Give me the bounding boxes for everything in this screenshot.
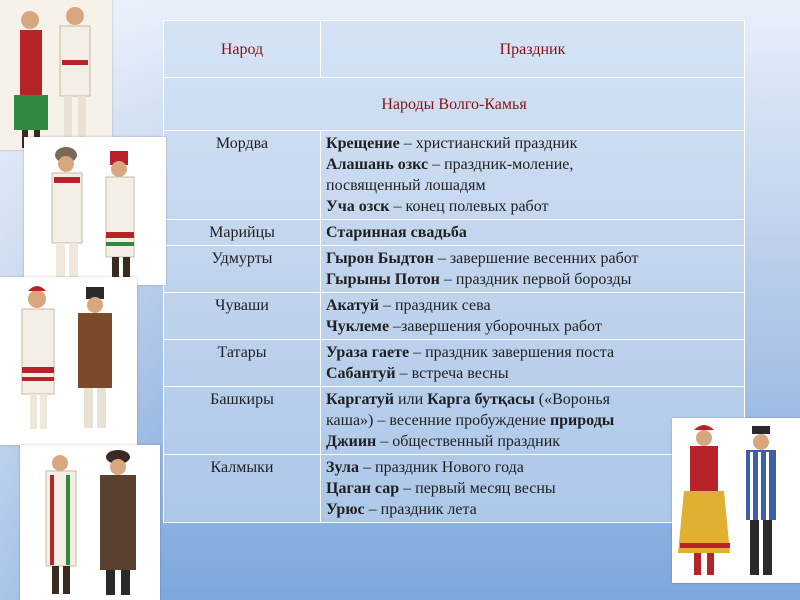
holiday-description: – конец полевых работ: [389, 198, 549, 215]
costume-figures-illustration: [0, 277, 137, 445]
holiday-cell: [321, 246, 745, 293]
people-cell: Татары: [164, 340, 321, 387]
costume-figures-illustration: [24, 137, 166, 285]
holidays-table: [163, 20, 745, 523]
holiday-description: – праздник Нового года: [359, 459, 524, 476]
holiday-description: («Воронья: [534, 391, 610, 408]
holiday-description: посвященный лошадям: [326, 177, 486, 194]
people-cell: Калмыки: [164, 455, 321, 523]
people-cell: Башкиры: [164, 387, 321, 455]
holiday-description: – встреча весны: [395, 365, 509, 382]
holiday-cell: [321, 293, 745, 340]
holiday-line: [326, 295, 739, 316]
holiday-name: Джиин: [326, 433, 377, 450]
holiday-line: [326, 196, 739, 217]
table-row: [164, 455, 745, 523]
holiday-line: [326, 154, 739, 175]
table-header-row: [164, 21, 745, 78]
holiday-name: Сабантуй: [326, 365, 396, 382]
holiday-name: Старинная свадьба: [326, 224, 467, 241]
costume-photo-tatar: [672, 418, 800, 583]
holiday-description: каша») – весенние пробуждение: [326, 412, 550, 429]
holiday-description: – праздник первой борозды: [439, 271, 632, 288]
holiday-cell: [321, 131, 745, 220]
holiday-description: – христианский праздник: [399, 135, 578, 152]
holiday-line: [326, 269, 739, 290]
holiday-name: Гырон Быдтон: [326, 250, 434, 267]
holiday-description: или: [394, 391, 428, 408]
header-holiday: Праздник: [321, 21, 745, 78]
holiday-description: –завершения уборочных работ: [389, 318, 602, 335]
holiday-line: [326, 389, 739, 410]
holiday-name: природы: [549, 412, 615, 429]
holiday-name: Цаган сар: [326, 480, 400, 497]
people-cell: Марийцы: [164, 220, 321, 246]
holiday-line: [326, 248, 739, 269]
holiday-description: – праздник завершения поста: [409, 344, 615, 361]
people-cell: Чуваши: [164, 293, 321, 340]
region-row: [164, 78, 745, 131]
holiday-name: Гырыны Потон: [326, 271, 440, 288]
table-row: [164, 246, 745, 293]
holiday-line: [326, 316, 739, 337]
holiday-name: Крещение: [326, 135, 400, 152]
holiday-name: Карга бутқасы: [427, 391, 535, 408]
holiday-cell: [321, 220, 745, 246]
table-row: [164, 387, 745, 455]
holiday-cell: [321, 340, 745, 387]
holiday-name: Каргатуй: [326, 391, 395, 408]
costume-photo-chuvash: [0, 277, 137, 445]
table-row: [164, 131, 745, 220]
people-cell: Мордва: [164, 131, 321, 220]
holiday-name: Зула: [326, 459, 360, 476]
costume-photo-mordva: [24, 137, 166, 285]
people-cell: Удмурты: [164, 246, 321, 293]
holiday-line: [326, 175, 739, 196]
holiday-description: – праздник-моление,: [428, 156, 574, 173]
costume-photo-top-left: [0, 0, 112, 150]
holiday-description: – первый месяц весны: [399, 480, 556, 497]
holiday-name: Алашань озкс: [326, 156, 429, 173]
costume-photo-bashkir: [20, 445, 160, 600]
holiday-description: – праздник сева: [378, 297, 491, 314]
table-row: [164, 220, 745, 246]
holiday-name: Ураза гаете: [326, 344, 410, 361]
costume-figures-illustration: [20, 445, 160, 600]
table-body: [164, 131, 745, 523]
holiday-name: Уча озск: [326, 198, 390, 215]
holiday-line: [326, 222, 739, 243]
holiday-name: Урюс: [326, 501, 365, 518]
holiday-name: Акатуй: [326, 297, 379, 314]
costume-figures-illustration: [672, 418, 800, 583]
holiday-description: – праздник лета: [364, 501, 477, 518]
header-people: Народ: [164, 21, 321, 78]
holiday-description: – завершение весенних работ: [433, 250, 639, 267]
holiday-line: [326, 363, 739, 384]
holiday-line: [326, 342, 739, 363]
holiday-line: [326, 133, 739, 154]
table-row: [164, 293, 745, 340]
holiday-description: – общественный праздник: [376, 433, 561, 450]
table-row: [164, 340, 745, 387]
region-title: Народы Волго-Камья: [164, 78, 745, 131]
costume-figures-illustration: [0, 0, 112, 150]
holiday-name: Чуклеме: [326, 318, 390, 335]
